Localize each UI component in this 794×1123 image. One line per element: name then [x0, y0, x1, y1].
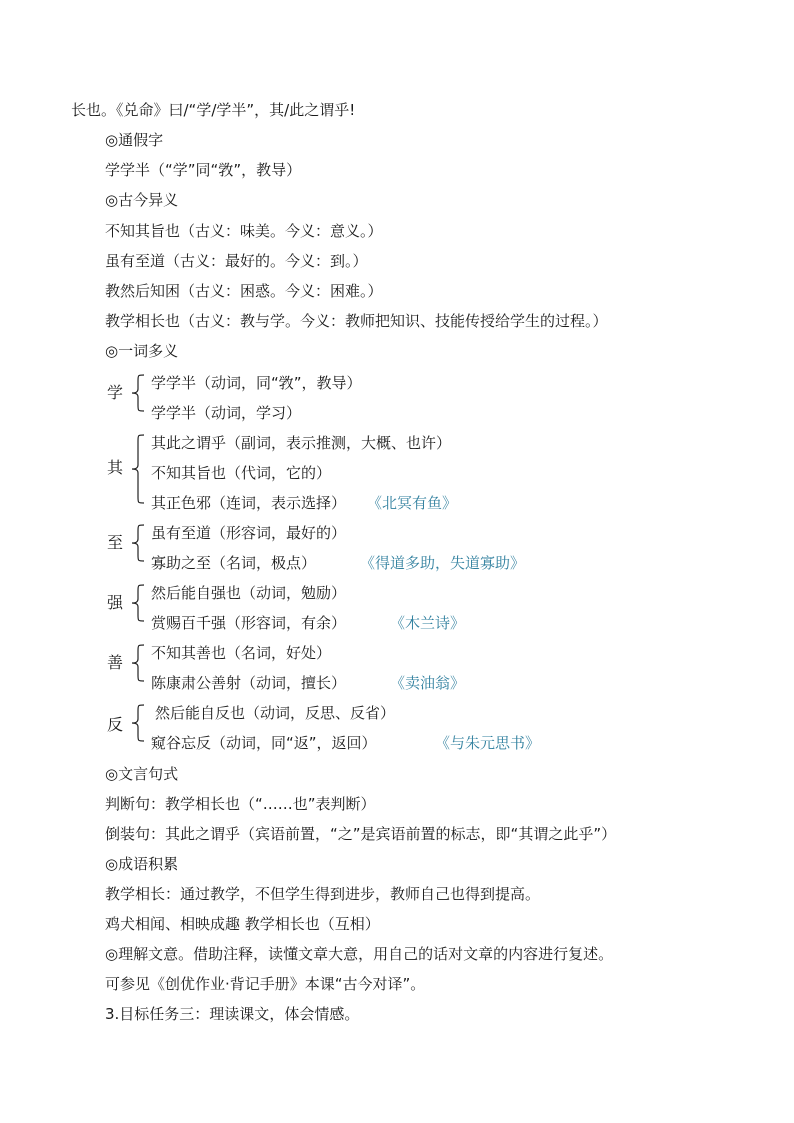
polysemy-char: 善 [107, 653, 124, 672]
polysemy-char: 至 [107, 533, 124, 552]
section-title-juzhi: ◎文言句式 [105, 765, 179, 783]
polysemy-entry: 学学半（动词，同“敩”，教导） [151, 374, 362, 392]
gujin-line: 虽有至道（古义：最好的。今义：到。） [105, 252, 368, 270]
source-title: 《北冥有鱼》 [367, 494, 458, 512]
task-heading: 3.目标任务三：理读课文，体会情感。 [105, 1005, 360, 1023]
brace-icon [129, 701, 145, 745]
comprehension-line: ◎理解文意。借助注释，读懂文章大意，用自己的话对文章的内容进行复述。 [105, 945, 614, 963]
gujin-line: 不知其旨也（古义：味美。今义：意义。） [105, 222, 383, 240]
brace-icon [129, 581, 145, 625]
brace-icon [129, 431, 145, 507]
gujin-line: 教学相长也（古义：教与学。今义：教师把知识、技能传授给学生的过程。） [105, 312, 608, 330]
polysemy-entry: 不知其善也（名词，好处） [151, 644, 332, 662]
tongjiazi-line: 学学半（“学”同“敩”，教导） [105, 161, 302, 179]
polysemy-entry: 陈康肃公善射（动词，擅长） [151, 674, 347, 692]
polysemy-entry: 然后能自强也（动词，勉励） [151, 584, 347, 602]
source-title: 《卖油翁》 [390, 674, 466, 692]
section-title-tongjiazi: ◎通假字 [105, 131, 164, 149]
source-title: 《木兰诗》 [390, 614, 466, 632]
brace-icon [129, 641, 145, 685]
polysemy-char: 学 [107, 383, 124, 402]
polysemy-entry: 寡助之至（名词，极点） [151, 554, 317, 572]
juzhi-line: 判断句：教学相长也（“……也”表判断） [105, 795, 376, 813]
polysemy-entry: 学学半（动词，学习） [151, 404, 302, 422]
polysemy-char: 其 [107, 458, 124, 477]
polysemy-char: 强 [107, 593, 124, 612]
chengyu-line: 鸡犬相闻、相映成趣 教学相长也（互相） [105, 915, 380, 933]
polysemy-entry: 赏赐百千强（形容词，有余） [151, 614, 347, 632]
polysemy-entry: 然后能自反也（动词，反思、反省） [155, 704, 396, 722]
source-title: 《得道多助，失道寡助》 [360, 554, 526, 572]
brace-icon [129, 371, 145, 415]
polysemy-entry: 不知其旨也（代词，它的） [151, 464, 332, 482]
polysemy-entry: 窥谷忘反（动词，同“返”，返回） [151, 734, 377, 752]
juzhi-line: 倒装句：其此之谓乎（宾语前置，“之”是宾语前置的标志，即“其谓之此乎”） [105, 825, 617, 843]
chengyu-line: 教学相长：通过教学，不但学生得到进步，教师自己也得到提高。 [105, 885, 541, 903]
section-title-chengyu: ◎成语积累 [105, 855, 179, 873]
source-title: 《与朱元思书》 [435, 734, 541, 752]
polysemy-char: 反 [107, 715, 124, 734]
gujin-line: 教然后知困（古义：困惑。今义：困难。） [105, 282, 383, 300]
intro-line: 长也。《兑命》曰/“学/学半”，其/此之谓乎! [71, 101, 356, 119]
polysemy-entry: 其正色邪（连词，表示选择） [151, 494, 347, 512]
section-title-gujin: ◎古今异义 [105, 191, 179, 209]
reference-line: 可参见《创优作业·背记手册》本课“古今对译”。 [105, 975, 426, 993]
brace-icon [129, 521, 145, 565]
polysemy-entry: 虽有至道（形容词，最好的） [151, 524, 347, 542]
polysemy-entry: 其此之谓乎（副词，表示推测，大概、也许） [151, 434, 452, 452]
section-title-yiciduoyi: ◎一词多义 [105, 342, 179, 360]
